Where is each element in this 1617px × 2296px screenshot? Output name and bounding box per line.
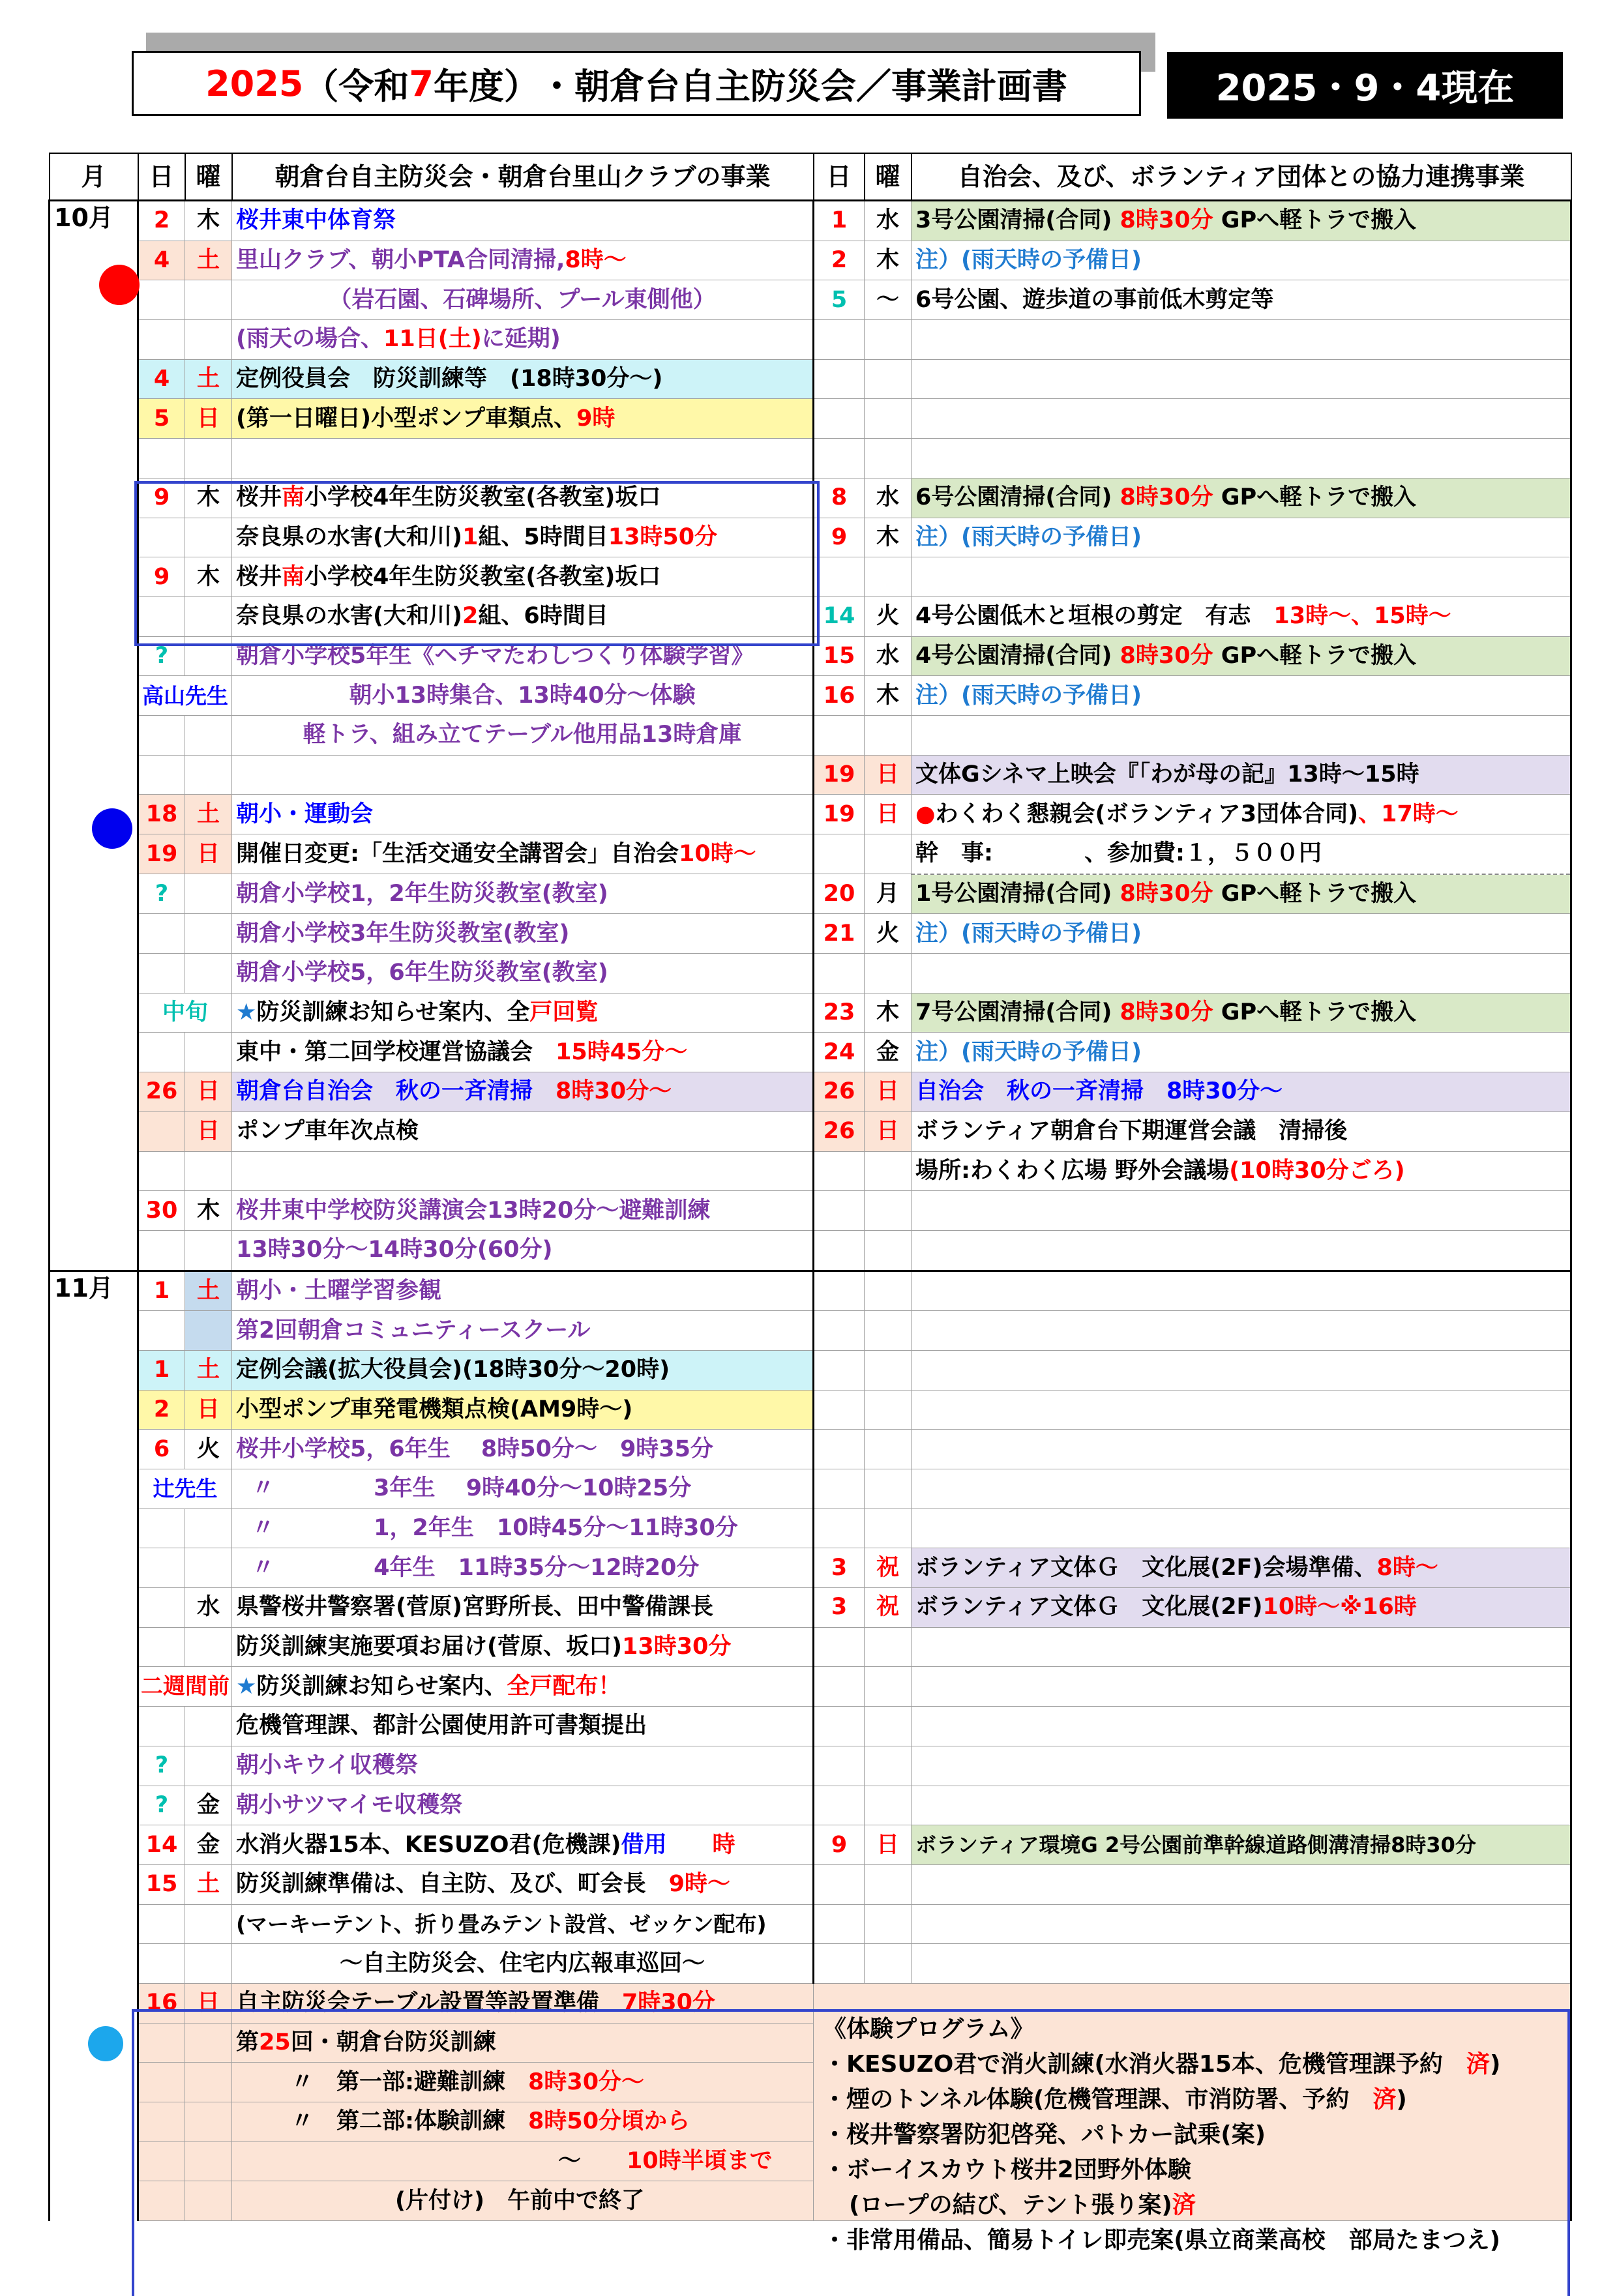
table-row: 第25回・朝倉台防災訓練 xyxy=(50,2023,1571,2063)
table-row: 2 日 小型ポンプ車発電機類点検(AM9時～) xyxy=(50,1390,1571,1430)
col-weekday-right: 曜 xyxy=(865,153,912,201)
col-events-left: 朝倉台自主防災会・朝倉台里山クラブの事業 xyxy=(232,153,814,201)
table-row: 14 金 水消火器15本、KESUZO君(危機課)借用 時 9 日 ボランティア環境G 2号公園前準幹線道路側溝清掃8時30分 xyxy=(50,1825,1571,1865)
table-row: ? 朝小キウイ収穫祭 xyxy=(50,1746,1571,1786)
table-row: 水 県警桜井警察署(菅原)宮野所長、田中警備課長 3 祝 ボランティア文体Ｇ 文化展(2F)10時～※16時 xyxy=(50,1588,1571,1628)
as-of-date: 2025・9・4現在 xyxy=(1167,52,1563,119)
table-row: 10月 2 木 桜井東中体育祭 1 水 3号公園清掃(合同) 8時30分 GPへ軽トラで搬入 xyxy=(50,201,1571,241)
col-events-right: 自治会、及び、ボランティア団体との協力連携事業 xyxy=(912,153,1571,201)
table-row: 辻先生 〃 3年生 9時40分～10時25分 xyxy=(50,1469,1571,1509)
page-title: 2025 （令和 7 年度） ・朝倉台自主防災会／事業計画書 xyxy=(132,51,1141,116)
table-row: 日 ポンプ車年次点検 26 日 ボランティア朝倉台下期運営会議 清掃後 xyxy=(50,1111,1571,1151)
table-row: 〃 第一部:避難訓練 8時30分～ xyxy=(50,2063,1571,2102)
table-row: 〃 第二部:体験訓練 8時50分頃から xyxy=(50,2102,1571,2142)
table-header xyxy=(50,153,1571,201)
table-row: 5 日 (第一日曜日)小型ポンプ車類点、9時 xyxy=(50,399,1571,439)
table-row: (雨天の場合、11日(土)に延期) xyxy=(50,320,1571,360)
table-row: ? 朝倉小学校5年生《ヘチマたわしつくり体験学習》 15 水 4号公園清掃(合同) 8時30分 GPへ軽トラで搬入 xyxy=(50,636,1571,676)
red-dot-icon xyxy=(99,265,140,305)
month-november: 11月 xyxy=(50,1271,138,2221)
table-row: 危機管理課、都計公園使用許可書類提出 xyxy=(50,1707,1571,1746)
program-item: ・桜井警察署防犯啓発、パトカー試乗(案) xyxy=(823,2121,1266,2148)
table-row: ～ 10時半頃まで xyxy=(50,2141,1571,2181)
table-row: 奈良県の水害(大和川)1組、5時間目13時50分 9 木 注）(雨天時の予備日) xyxy=(50,518,1571,557)
table-row xyxy=(50,439,1571,478)
col-weekday: 曜 xyxy=(185,153,232,201)
table-row: 中旬 ★防災訓練お知らせ案内、全戸回覧 23 木 7号公園清掃(合同) 8時30分 GPへ軽トラで搬入 xyxy=(50,993,1571,1033)
table-row: 4 土 定例役員会 防災訓練等 (18時30分～) xyxy=(50,359,1571,399)
table-row: 30 木 桜井東中学校防災講演会13時20分～避難訓練 xyxy=(50,1191,1571,1231)
light-blue-dot-icon xyxy=(88,2026,123,2061)
table-row: 9 木 桜井南小学校4年生防災教室(各教室)坂口 xyxy=(50,557,1571,597)
table-row: (マーキーテント、折り畳みテント設営、ゼッケン配布) xyxy=(50,1904,1571,1944)
col-day: 日 xyxy=(138,153,185,201)
table-row: 19 日 文体Gシネマ上映会『「わが母の記』13時～15時 xyxy=(50,755,1571,795)
table-row: 13時30分～14時30分(60分) xyxy=(50,1230,1571,1271)
table-row: 9 木 桜井南小学校4年生防災教室(各教室)坂口 8 水 6号公園清掃(合同) 8時30分 GPへ軽トラで搬入 xyxy=(50,478,1571,518)
table-row: 第2回朝倉コミュニティースクール xyxy=(50,1311,1571,1351)
table-row: (片付け) 午前中で終了 xyxy=(50,2181,1571,2221)
blue-dot-icon xyxy=(92,808,132,849)
table-row: 二週間前 ★防災訓練お知らせ案内、全戸配布！ xyxy=(50,1667,1571,1707)
table-row: 4 土 里山クラブ、朝小PTA合同清掃,8時～ 2 木 注）(雨天時の予備日) xyxy=(50,241,1571,280)
col-day-right: 日 xyxy=(814,153,865,201)
table-row: 18 土 朝小・運動会 19 日 ●わくわく懇親会(ボランティア3団体合同)、17時～ xyxy=(50,795,1571,834)
table-row: 〃 4年生 11時35分～12時20分 3 祝 ボランティア文体Ｇ 文化展(2F)会場準備、8時～ xyxy=(50,1548,1571,1588)
table-row: 防災訓練実施要項お届け(菅原、坂口)13時30分 xyxy=(50,1627,1571,1667)
table-row: 軽トラ、組み立てテーブル他用品13時倉庫 xyxy=(50,715,1571,755)
program-item: (ロープの結び、テント張り案)済 xyxy=(849,2192,1196,2218)
table-row: 場所:わくわく広場 野外会議場(10時30分ごろ) xyxy=(50,1151,1571,1191)
month-october: 10月 xyxy=(50,201,138,1271)
table-row: ～自主防災会、住宅内広報車巡回～ xyxy=(50,1944,1571,1984)
table-row: 奈良県の水害(大和川)2組、6時間目 14 火 4号公園低木と垣根の剪定 有志 13時～、15時～ xyxy=(50,596,1571,636)
table-row: 朝倉小学校3年生防災教室(教室) 21 火 注）(雨天時の予備日) xyxy=(50,914,1571,954)
col-month: 月 xyxy=(50,153,138,201)
table-row: 11月 1 土 朝小・土曜学習参観 xyxy=(50,1271,1571,1311)
program-title: 《体験プログラム》 xyxy=(823,2016,1034,2042)
program-item: ・ボーイスカウト桜井2団野外体験 xyxy=(823,2156,1191,2183)
table-row: （岩石園、石碑場所、プール東側他） 5 ～ 6号公園、遊歩道の事前低木剪定等 xyxy=(50,280,1571,320)
table-row: ? 金 朝小サツマイモ収穫祭 xyxy=(50,1786,1571,1825)
table-row: 東中・第二回学校運営協議会 15時45分～ 24 金 注）(雨天時の予備日) xyxy=(50,1033,1571,1072)
table-row: 高山先生 朝小13時集合、13時40分～体験 16 木 注）(雨天時の予備日) xyxy=(50,676,1571,716)
table-row: 1 土 定例会議(拡大役員会)(18時30分～20時) xyxy=(50,1350,1571,1390)
table-row: 朝倉小学校5，6年生防災教室(教室) xyxy=(50,954,1571,993)
table-row: 26 日 朝倉台自治会 秋の一斉清掃 8時30分～ 26 日 自治会 秋の一斉清掃 8時30分～ xyxy=(50,1072,1571,1112)
program-item: ・非常用備品、簡易トイレ即売案(県立商業高校 部局たまつえ) xyxy=(823,2227,1501,2254)
program-item: ・煙のトンネル体験(危機管理課、市消防署、予約 済) xyxy=(823,2086,1407,2113)
table-row: 15 土 防災訓練準備は、自主防、及び、町会長 9時～ xyxy=(50,1864,1571,1904)
experience-program-list xyxy=(823,2012,1566,2258)
program-item: ・KESUZO君で消火訓練(水消火器15本、危機管理課予約 済) xyxy=(823,2051,1501,2078)
schedule-table xyxy=(48,153,1572,2221)
table-row: ? 朝倉小学校1，2年生防災教室(教室) 20 月 1号公園清掃(合同) 8時30分 GPへ軽トラで搬入 xyxy=(50,874,1571,914)
table-row: 19 日 開催日変更:「生活交通安全講習会」自治会10時～ 幹 事: 、参加費:１，５００円 xyxy=(50,834,1571,874)
table-row: 〃 1，2年生 10時45分～11時30分 xyxy=(50,1509,1571,1548)
table-row: 6 火 桜井小学校5，6年生 8時50分～ 9時35分 xyxy=(50,1430,1571,1469)
table-row: 16 日 自主防災会テーブル設置等設置準備 7時30分 xyxy=(50,1983,1571,2023)
